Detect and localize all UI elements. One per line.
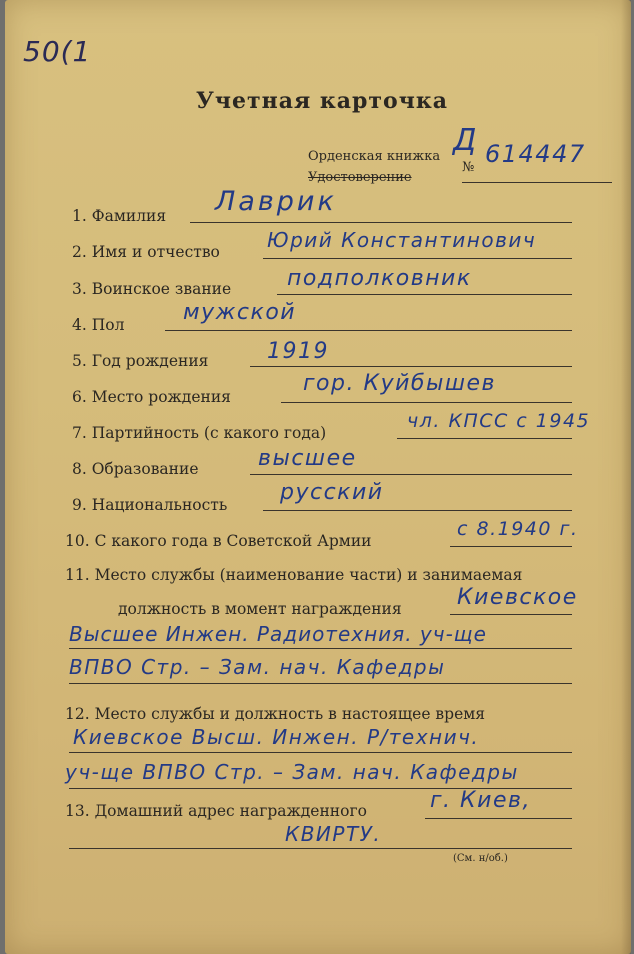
field-label-surname: 1. Фамилия — [72, 207, 167, 225]
field-value-army-since: с 8.1940 г. — [457, 518, 579, 540]
archive-mark: 50(1 — [23, 35, 92, 68]
field-value-service-line3: ВПВО Стр. – Зам. нач. Кафедры — [69, 655, 446, 679]
field-label-sex: 4. Пол — [72, 316, 125, 334]
field-label-birth-year: 5. Год рождения — [72, 352, 209, 370]
field-value-current-service-line1: Киевское Высш. Инжен. Р/технич. — [73, 725, 480, 749]
field-value-education: высшее — [258, 446, 357, 471]
book-number-label: № — [462, 160, 475, 175]
field-label-education: 8. Образование — [72, 460, 199, 478]
field-value-birthplace: гор. Куйбышев — [303, 371, 496, 396]
field-label-current-service: 12. Место службы и должность в настоящее время — [65, 705, 486, 723]
field-value-nationality: русский — [280, 480, 384, 505]
field-label-nationality: 9. Национальность — [72, 496, 228, 514]
field-value-service-line2: Высшее Инжен. Радиотехния. уч-ще — [69, 622, 487, 646]
book-type-label: Орденская книжка — [308, 149, 441, 164]
field-label-name: 2. Имя и отчество — [72, 243, 220, 261]
field-value-party: чл. КПСС с 1945 — [407, 410, 591, 432]
field-value-service-line1: Киевское — [457, 585, 578, 610]
field-value-surname: Лаврик — [215, 186, 337, 217]
field-label-army-since: 10. С какого года в Советской Армии — [65, 532, 372, 550]
field-label-party: 7. Партийность (с какого года) — [72, 424, 327, 442]
field-value-current-service-line2: уч-ще ВПВО Стр. – Зам. нач. Кафедры — [65, 760, 519, 784]
field-label-service-line1: 11. Место службы (наименование части) и занимаемая — [65, 566, 523, 584]
field-label-rank: 3. Воинское звание — [72, 280, 232, 298]
field-label-home-address: 13. Домашний адрес награжденного — [65, 802, 367, 820]
field-label-birthplace: 6. Место рождения — [72, 388, 231, 406]
record-card — [5, 0, 631, 954]
card-title: Учетная карточка — [196, 88, 448, 114]
field-value-home-address-line1: г. Киев, — [430, 788, 531, 813]
field-label-service-line2: должность в момент награждения — [118, 600, 402, 618]
field-value-home-address-line2: КВИРТУ. — [285, 822, 382, 846]
book-number: 614447 — [485, 140, 586, 168]
field-value-sex: мужской — [183, 300, 297, 325]
footer-note: (См. н/об.) — [453, 853, 508, 864]
field-value-name: Юрий Константинович — [267, 228, 537, 252]
field-value-birth-year: 1919 — [267, 339, 329, 364]
certificate-label: Удостоверение — [308, 170, 412, 185]
book-series: Д — [453, 123, 480, 158]
field-value-rank: подполковник — [287, 266, 472, 291]
